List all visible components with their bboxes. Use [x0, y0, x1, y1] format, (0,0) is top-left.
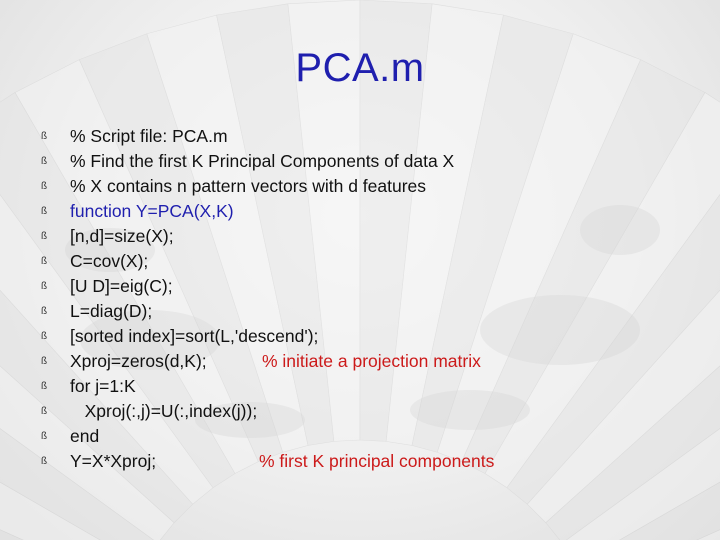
code-line [0, 199, 720, 224]
code-line [0, 374, 720, 399]
code-text: L=diag(D); [70, 301, 153, 321]
bullet-icon: ß [41, 306, 48, 317]
code-comment: % initiate a projection matrix [262, 351, 481, 371]
code-line [0, 174, 720, 199]
bullet-icon: ß [41, 431, 48, 442]
code-text: Xproj=zeros(d,K); [70, 351, 207, 371]
code-text: Y=X*Xproj; [70, 451, 157, 471]
code-text: [sorted index]=sort(L,'descend'); [70, 326, 319, 346]
code-line [0, 249, 720, 274]
bullet-icon: ß [41, 231, 48, 242]
code-text-function: function Y=PCA(X,K) [70, 201, 234, 221]
slide-title: PCA.m [295, 46, 425, 90]
code-text: % Script file: PCA.m [70, 126, 228, 146]
code-line [0, 149, 720, 174]
code-text: [U D]=eig(C); [70, 276, 173, 296]
code-line [0, 299, 720, 324]
bullet-icon: ß [41, 206, 48, 217]
code-line [0, 124, 720, 149]
code-text: for j=1:K [70, 376, 136, 396]
code-line [0, 449, 720, 474]
bullet-icon: ß [41, 256, 48, 267]
code-text: [n,d]=size(X); [70, 226, 174, 246]
code-line [0, 399, 720, 424]
code-text: Xproj(:,j)=U(:,index(j)); [70, 401, 258, 421]
bullet-icon: ß [41, 331, 48, 342]
bullet-icon: ß [41, 281, 48, 292]
code-text: C=cov(X); [70, 251, 149, 271]
bullet-icon: ß [41, 456, 48, 467]
code-line [0, 224, 720, 249]
bullet-icon: ß [41, 381, 48, 392]
bullet-icon: ß [41, 356, 48, 367]
code-text: end [70, 426, 100, 446]
code-line [0, 274, 720, 299]
bullet-icon: ß [41, 131, 48, 142]
bullet-icon: ß [41, 181, 48, 192]
code-line [0, 349, 720, 374]
code-text: % Find the first K Principal Components of data X [70, 151, 455, 171]
code-line [0, 424, 720, 449]
code-text: % X contains n pattern vectors with d features [70, 176, 427, 196]
bullet-icon: ß [41, 406, 48, 417]
code-comment: % first K principal components [259, 451, 495, 471]
code-line [0, 324, 720, 349]
bullet-icon: ß [41, 156, 48, 167]
